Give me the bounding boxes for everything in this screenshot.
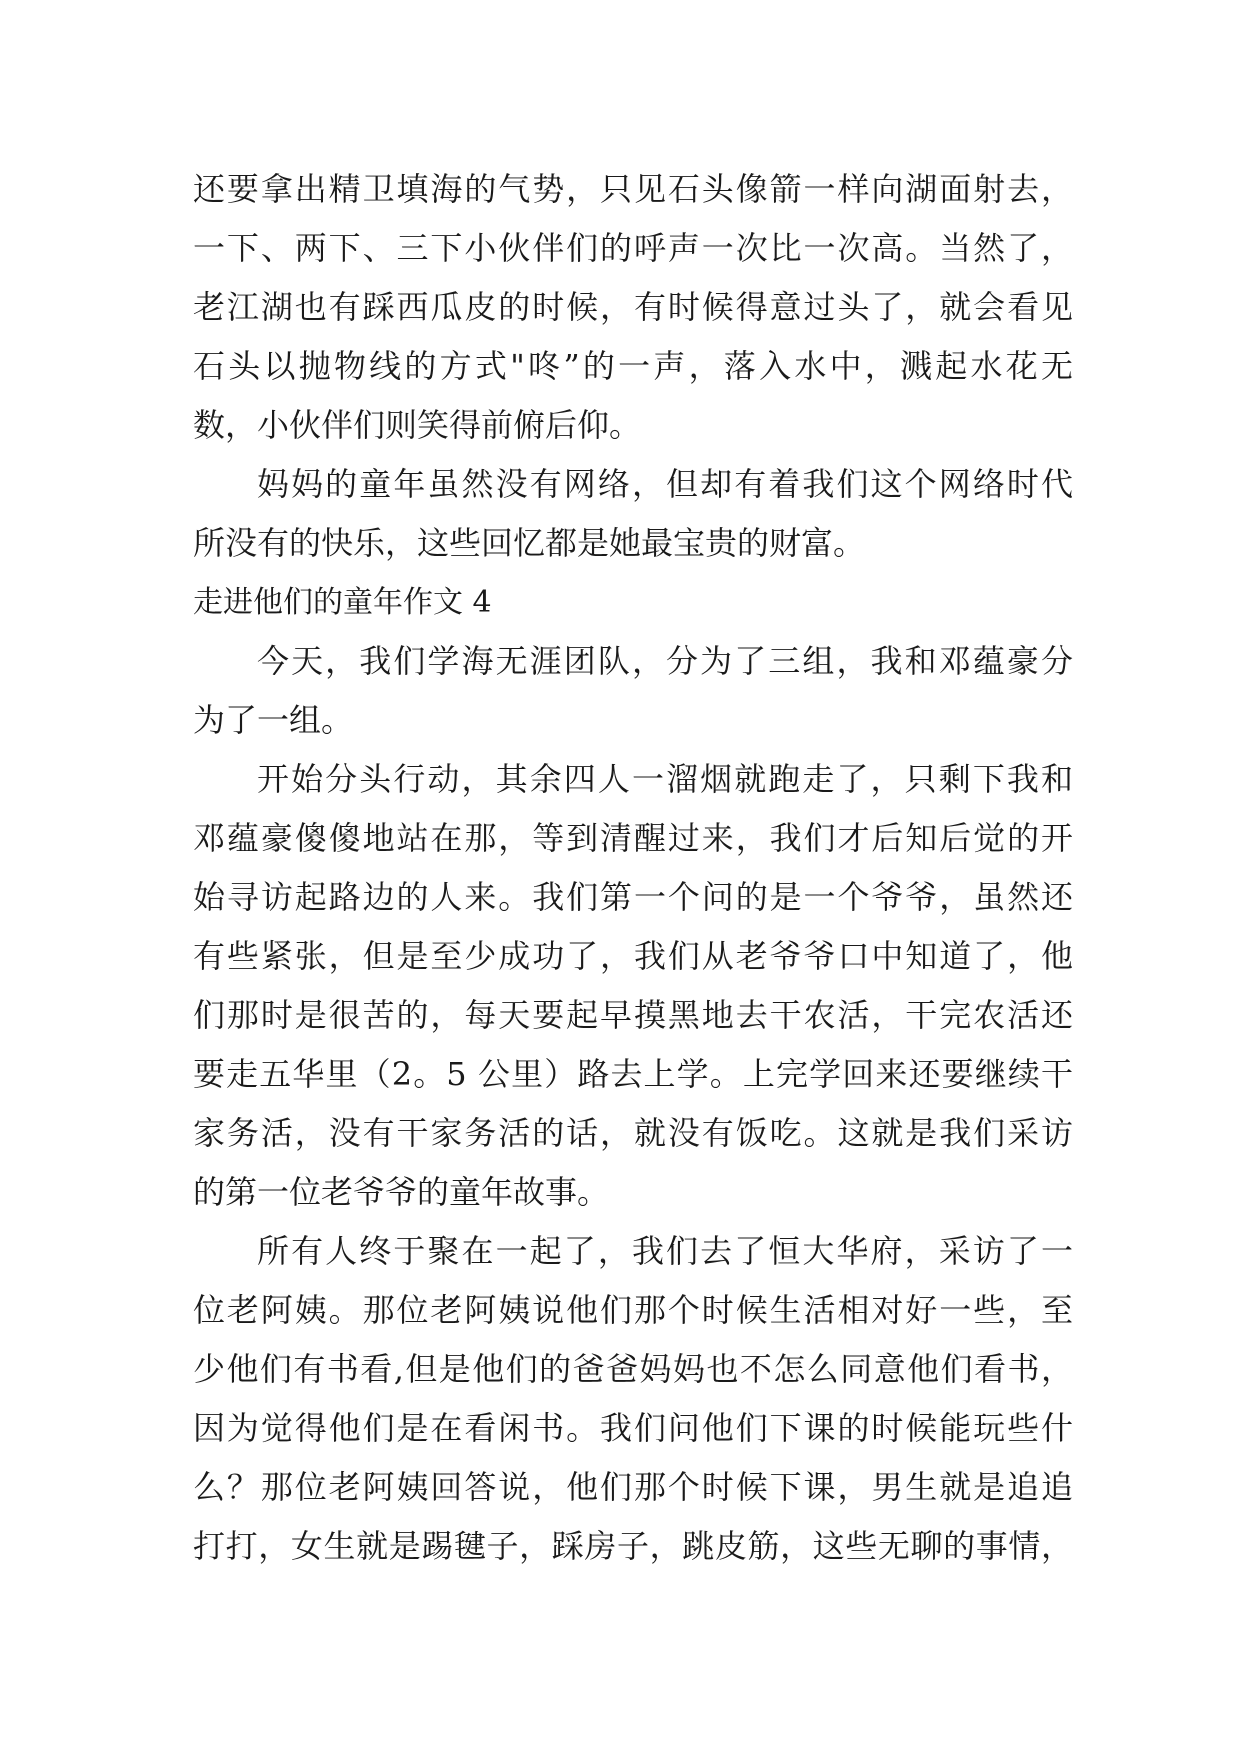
text-line: 为了一组。 (193, 701, 354, 739)
paragraph (193, 160, 1073, 455)
text-line: 邓蕴豪傻傻地站在那，等到清醒过来，我们才后知后觉的开 (193, 819, 1073, 857)
text-line: 石头以抛物线的方式"咚”的一声，落入水中，溅起水花无 (193, 347, 1073, 385)
text-line: 老江湖也有踩西瓜皮的时候，有时候得意过头了，就会看见 (193, 288, 1073, 326)
paragraph (193, 455, 1073, 573)
paragraph (193, 632, 1073, 750)
paragraph (193, 750, 1073, 1222)
text-line: 数，小伙伴们则笑得前俯后仰。 (193, 406, 642, 444)
text-line: 还要拿出精卫填海的气势，只见石头像箭一样向湖面射去， (193, 170, 1073, 208)
section-heading (193, 573, 1073, 632)
text-line: 要走五华里（2。5 公里）路去上学。上完学回来还要继续干 (193, 1055, 1073, 1093)
text-line: 位老阿姨。那位老阿姨说他们那个时候生活相对好一些，至 (193, 1291, 1073, 1329)
text-line: 今天，我们学海无涯团队，分为了三组，我和邓蕴豪分 (257, 642, 1073, 680)
text-line: 们那时是很苦的，每天要起早摸黑地去干农活，干完农活还 (193, 996, 1073, 1034)
text-line: 少他们有书看,但是他们的爸爸妈妈也不怎么同意他们看书， (193, 1350, 1073, 1388)
text-line: 妈妈的童年虽然没有网络，但却有着我们这个网络时代 (257, 465, 1073, 503)
text-line: 所有人终于聚在一起了，我们去了恒大华府，采访了一 (257, 1232, 1073, 1270)
text-line: 的第一位老爷爷的童年故事。 (193, 1173, 610, 1211)
text-line: 么？那位老阿姨回答说，他们那个时候下课，男生就是追追 (193, 1468, 1073, 1506)
text-line: 一下、两下、三下小伙伴们的呼声一次比一次高。当然了， (193, 229, 1073, 267)
text-line: 家务活，没有干家务活的话，就没有饭吃。这就是我们采访 (193, 1114, 1073, 1152)
document-body (193, 160, 1073, 1576)
paragraph (193, 1222, 1073, 1576)
text-line: 所没有的快乐，这些回忆都是她最宝贵的财富。 (193, 524, 866, 562)
text-line: 有些紧张，但是至少成功了，我们从老爷爷口中知道了，他 (193, 937, 1073, 975)
text-line: 始寻访起路边的人来。我们第一个问的是一个爷爷，虽然还 (193, 878, 1073, 916)
text-line: 打打，女生就是踢毽子，踩房子，跳皮筋，这些无聊的事情， (193, 1527, 1073, 1565)
text-line: 因为觉得他们是在看闲书。我们问他们下课的时候能玩些什 (193, 1409, 1073, 1447)
heading-text: 走进他们的童年作文 4 (193, 585, 492, 620)
text-line: 开始分头行动，其余四人一溜烟就跑走了，只剩下我和 (257, 760, 1073, 798)
